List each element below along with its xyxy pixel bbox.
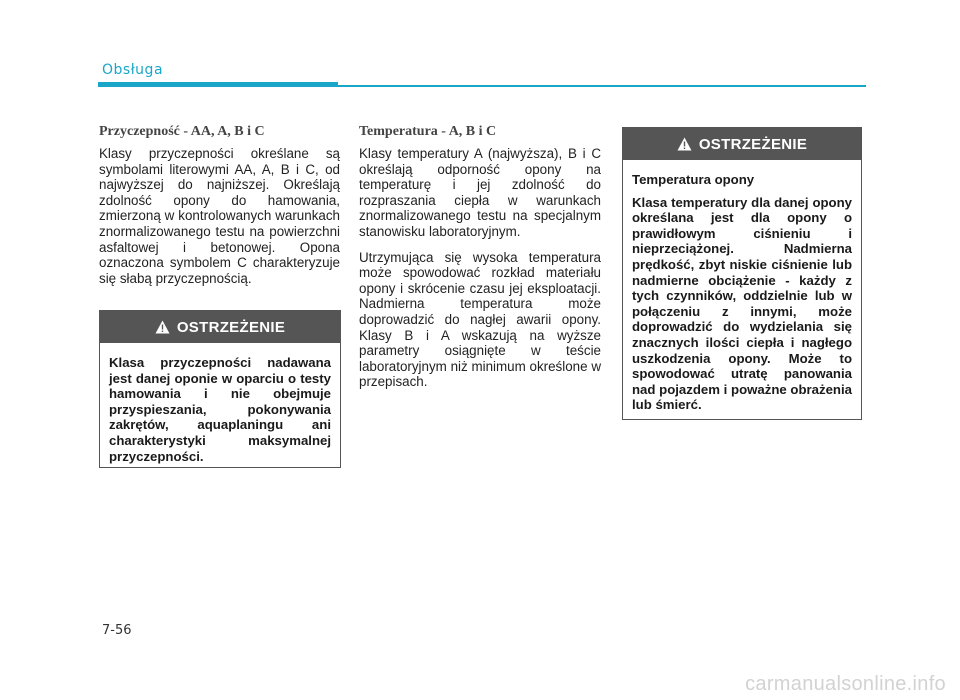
traction-paragraph: Klasy przyczepności określane są symbolami literowymi AA, A, B i C, od najwyższej do najniższej. Określają zdolność opony do hamowania, zmierzoną w kontrolowanych warunkach znormalizowanego testu na powierzchni asfaltowej i betonowej. Opona oznaczona symbolem C charakteryzuje się słabą przyczepnością.	[99, 146, 340, 286]
temperature-paragraph-2: Utrzymująca się wysoka temperatura może spowodować rozkład materiału opony i skrócenie czasu jej eksploatacji. Nadmierna temperatura może doprowadzić do nagłej awarii opony. Klasy B i A wskazują na wyższe parametry osiągnięte w teście laboratoryjnym niż minimum określone w przepisach.	[359, 249, 601, 390]
warning-header	[623, 128, 861, 160]
warning-triangle-icon	[677, 137, 692, 151]
warning-triangle-icon	[155, 320, 170, 334]
warning-body: Klasa przyczepności nadawana jest danej oponie w oparciu o testy hamowania i nie obejmuje przyspieszania, pokonywania zakrętów, aquaplaningu ani charakterystyki maksymalnej przyczepności.	[109, 355, 331, 464]
page-number: 7-56	[102, 623, 132, 638]
column-temperature	[359, 124, 601, 400]
warning-header	[100, 311, 340, 343]
warning-content	[623, 160, 861, 423]
temperature-paragraph-1: Klasy temperatury A (najwyższa), B i C określają odporność opony na temperaturę i jej zdolność do rozpraszania ciepła w warunkach znormalizowanego testu na specjalnym stanowisku laboratoryjnym.	[359, 146, 601, 239]
warning-body: Klasa temperatury dla danej opony określana jest dla opony o prawidłowym ciśnieniu i nieprzeciążonej. Nadmierna prędkość, zbyt niskie ciśnienie lub nadmierne obciążenie - każdy z tych czynników, oddzielnie lub w połączeniu z innymi, może doprowadzić do wydzielania się znacznych ilości ciepła i nagłego uszkodzenia opony. Może to spowodować utratę panowania nad pojazdem i poważne obrażenia lub śmierć.	[632, 194, 852, 413]
temperature-warning-box	[622, 127, 862, 420]
watermark: carmanualsonline.info	[745, 673, 946, 695]
header-rule-thick	[98, 82, 338, 87]
section-header-label: Obsługa	[102, 62, 164, 78]
column-traction	[99, 124, 340, 296]
temperature-title: Temperatura - A, B i C	[359, 124, 497, 139]
warning-subtitle: Temperatura opony	[632, 172, 755, 187]
header-rule-thin	[338, 85, 866, 87]
traction-title: Przyczepność - AA, A, B i C	[99, 124, 265, 139]
traction-warning-box	[99, 310, 341, 468]
warning-heading: OSTRZEŻENIE	[698, 135, 808, 153]
warning-heading: OSTRZEŻENIE	[176, 318, 286, 336]
